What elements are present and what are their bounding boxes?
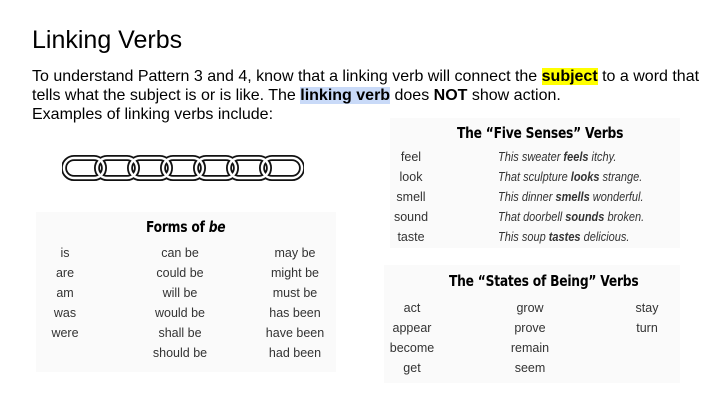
be-form-item: was [53,306,77,320]
highlight-linking-verb: linking verb [300,87,391,104]
state-verb: seem [514,361,546,375]
five-senses-title: The “Five Senses” Verbs [457,124,624,142]
intro-text-3: does [390,87,434,104]
state-verb: grow [516,301,544,315]
be-form-item: should be [152,346,208,360]
be-form-item: were [51,326,79,340]
state-verb: turn [636,321,658,335]
intro-text-4: show action. [467,87,561,104]
be-form-item: have been [265,326,325,340]
state-verb: appear [392,321,432,335]
be-form-item: had been [268,346,322,360]
sense-verb: taste [397,230,425,244]
be-form-item: may be [274,246,316,260]
slide-title: Linking Verbs [32,26,183,54]
be-form-item: must be [272,286,318,300]
sense-verb: sound [393,210,429,224]
sense-example: This dinner smells wonderful. [498,190,644,204]
intro-text-1: To understand Pattern 3 and 4, know that a linking verb will connect the [32,68,542,85]
sense-verb: look [399,170,423,184]
sense-verb: feel [400,150,422,164]
be-form-item: will be [162,286,198,300]
intro-text-2: to a word that tells what the subject is or is like. The [32,68,700,104]
sense-verb: smell [396,190,426,204]
state-verb: prove [514,321,546,335]
chain-icon [62,151,304,185]
be-form-item: shall be [158,326,202,340]
state-verb: become [389,341,435,355]
be-form-item: can be [161,246,199,260]
be-form-item: are [55,266,75,280]
be-form-item: is [60,246,70,260]
state-verb: get [403,361,421,375]
emphasis-not: NOT [433,87,468,104]
intro-text-5: Examples of linking verbs include: [32,106,274,123]
sense-example: This soup tastes delicious. [498,230,630,244]
intro-paragraph [32,67,712,124]
sense-example: That sculpture looks strange. [498,170,643,184]
be-form-item: might be [271,266,319,280]
be-form-item: has been [269,306,321,320]
highlight-subject: subject [541,68,598,85]
states-of-being-title: The “States of Being” Verbs [449,272,639,290]
be-form-item: am [56,286,74,300]
state-verb: stay [635,301,659,315]
forms-of-be-title: Forms of be [146,218,226,236]
be-form-item: would be [154,306,206,320]
sense-example: That doorbell sounds broken. [498,210,645,224]
sense-example: This sweater feels itchy. [498,150,617,164]
be-form-item: could be [156,266,204,280]
state-verb: act [403,301,421,315]
state-verb: remain [510,341,550,355]
